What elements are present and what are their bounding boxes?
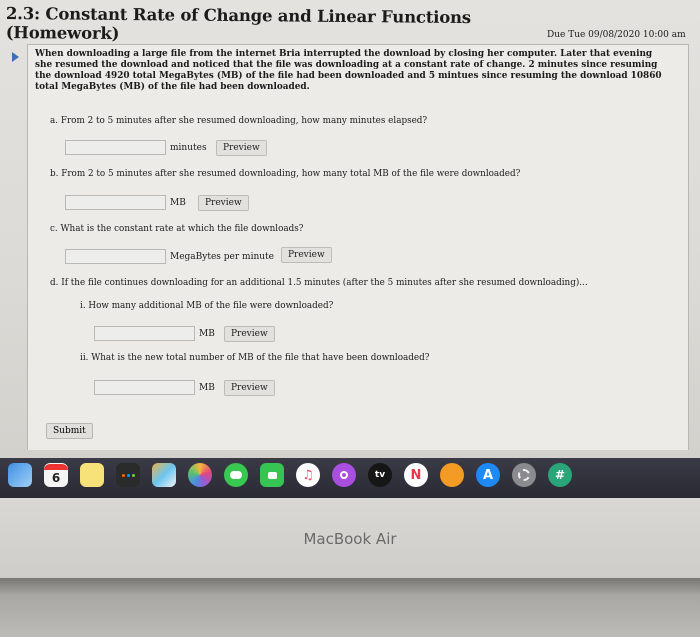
collapse-triangle-icon[interactable] <box>12 52 19 62</box>
page-title: 2.3: Constant Rate of Change and Linear Functions (Homework) <box>5 4 472 43</box>
photos-app-icon[interactable] <box>152 463 176 487</box>
slack-icon[interactable]: # <box>548 463 572 487</box>
question-c-label: c. What is the constant rate at which the file downloads? <box>50 224 304 234</box>
answer-a-input[interactable] <box>65 140 166 155</box>
app-store-icon[interactable]: A <box>476 463 500 487</box>
question-b-label: b. From 2 to 5 minutes after she resumed downloading, how many total MB of the file were downloaded? <box>50 169 521 179</box>
answer-b-unit: MB <box>170 198 186 208</box>
reminders-icon[interactable] <box>116 463 140 487</box>
preview-d-ii-button[interactable]: Preview <box>224 380 275 396</box>
news-icon[interactable]: N <box>404 463 428 487</box>
preview-c-button[interactable]: Preview <box>281 247 332 263</box>
calendar-day: 6 <box>51 471 61 485</box>
finder-icon[interactable] <box>8 463 32 487</box>
facetime-icon[interactable] <box>260 463 284 487</box>
notes-icon[interactable] <box>80 463 104 487</box>
music-icon[interactable]: ♫ <box>296 463 320 487</box>
system-preferences-icon[interactable] <box>512 463 536 487</box>
question-d-i-label: i. How many additional MB of the file were downloaded? <box>80 301 334 311</box>
calendar-icon[interactable] <box>44 463 68 487</box>
laptop-bezel <box>0 498 700 578</box>
answer-c-unit: MegaBytes per minute <box>170 252 274 262</box>
problem-panel <box>27 44 689 450</box>
preview-d-i-button[interactable]: Preview <box>224 326 275 342</box>
answer-d-ii-input[interactable] <box>94 380 195 395</box>
answer-b-input[interactable] <box>65 195 166 210</box>
due-date: Due Tue 09/08/2020 10:00 am <box>547 30 686 40</box>
question-d-ii-label: ii. What is the new total number of MB of the file that have been downloaded? <box>80 353 430 363</box>
dock <box>0 458 700 498</box>
submit-button[interactable]: Submit <box>46 423 93 439</box>
photos-icon[interactable] <box>188 463 212 487</box>
question-a-label: a. From 2 to 5 minutes after she resumed downloading, how many minutes elapsed? <box>50 116 428 126</box>
preview-b-button[interactable]: Preview <box>198 195 249 211</box>
answer-a-unit: minutes <box>170 143 207 153</box>
answer-d-i-input[interactable] <box>94 326 195 341</box>
answer-d-ii-unit: MB <box>199 383 215 393</box>
answer-c-input[interactable] <box>65 249 166 264</box>
answer-d-i-unit: MB <box>199 329 215 339</box>
problem-statement: When downloading a large file from the internet Bria interrupted the download by closing her computer. Later that evening she resumed the download and noticed that the file was downloading at a constant rate of change. 2 minutes since resuming the download 4920 total MegaBytes (MB) of the file had been downloaded and 5 mintues since resuming the download 10860 total MegaBytes (MB) of the file had been downloaded. <box>35 49 662 92</box>
messages-icon[interactable] <box>224 463 248 487</box>
preview-a-button[interactable]: Preview <box>216 140 267 156</box>
podcasts-icon[interactable] <box>332 463 356 487</box>
device-label: MacBook Air <box>303 530 397 548</box>
apple-tv-icon[interactable]: tv <box>368 463 392 487</box>
books-icon[interactable] <box>440 463 464 487</box>
question-d-label: d. If the file continues downloading for an additional 1.5 minutes (after the 5 minutes after she resumed downloading)... <box>50 278 588 288</box>
laptop-hinge <box>0 578 700 637</box>
